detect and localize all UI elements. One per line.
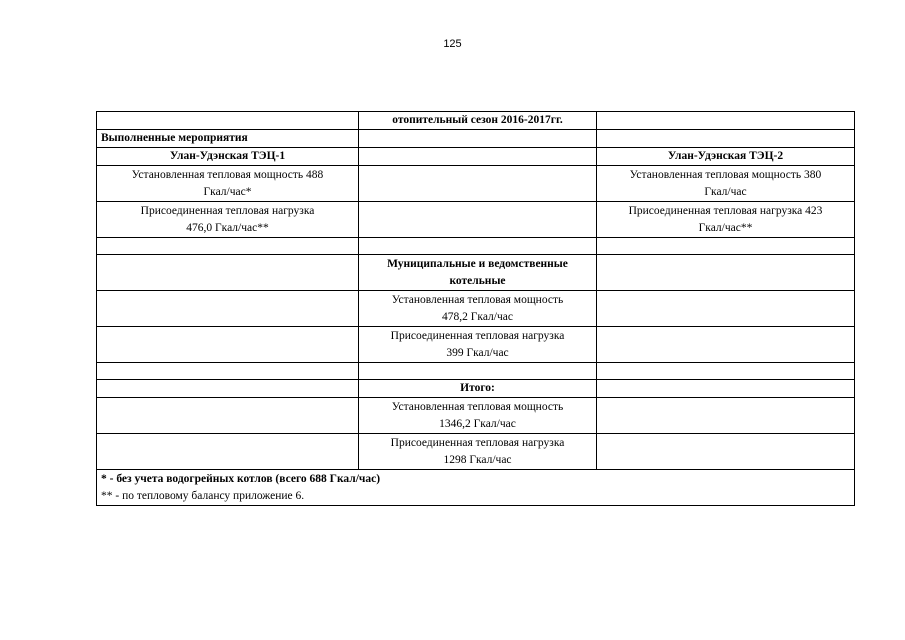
total-installed: Установленная тепловая мощность 1346,2 Гкал/час [359,398,597,434]
tec1-installed: Установленная тепловая мощность 488 Гкал/час* [97,166,359,202]
table-row [97,202,855,238]
tec1-title: Улан-Удэнская ТЭЦ-1 [97,148,359,166]
tec2-connected: Присоединенная тепловая нагрузка 423 Гкал/час** [597,202,855,238]
boilers-title: Муниципальные и ведомственные котельные [359,255,597,291]
table-row [97,148,855,166]
total-title: Итого: [359,380,597,398]
heat-capacity-table [96,111,855,506]
table-row [97,470,855,506]
table-row [97,255,855,291]
section-completed-label: Выполненные мероприятия [97,130,359,148]
page-number: 125 [443,38,462,50]
tec1-connected: Присоединенная тепловая нагрузка 476,0 Гкал/час** [97,202,359,238]
table-row [97,130,855,148]
tec2-installed: Установленная тепловая мощность 380 Гкал/час [597,166,855,202]
table-row [97,434,855,470]
footnote-2: ** - по тепловому балансу приложение 6. [101,489,305,502]
total-connected: Присоединенная тепловая нагрузка 1298 Гкал/час [359,434,597,470]
footnote-1: * - без учета водогрейных котлов (всего 688 Гкал/час) [101,472,381,485]
table-row [97,380,855,398]
table-row [97,398,855,434]
table-row [97,327,855,363]
boilers-connected: Присоединенная тепловая нагрузка 399 Гкал/час [359,327,597,363]
table-row [97,166,855,202]
boilers-installed: Установленная тепловая мощность 478,2 Гкал/час [359,291,597,327]
season-header: отопительный сезон 2016-2017гг. [359,112,597,130]
table-row [97,112,855,130]
table-row [97,238,855,255]
tec2-title: Улан-Удэнская ТЭЦ-2 [597,148,855,166]
footnotes [97,470,855,506]
table-row [97,363,855,380]
table-row [97,291,855,327]
